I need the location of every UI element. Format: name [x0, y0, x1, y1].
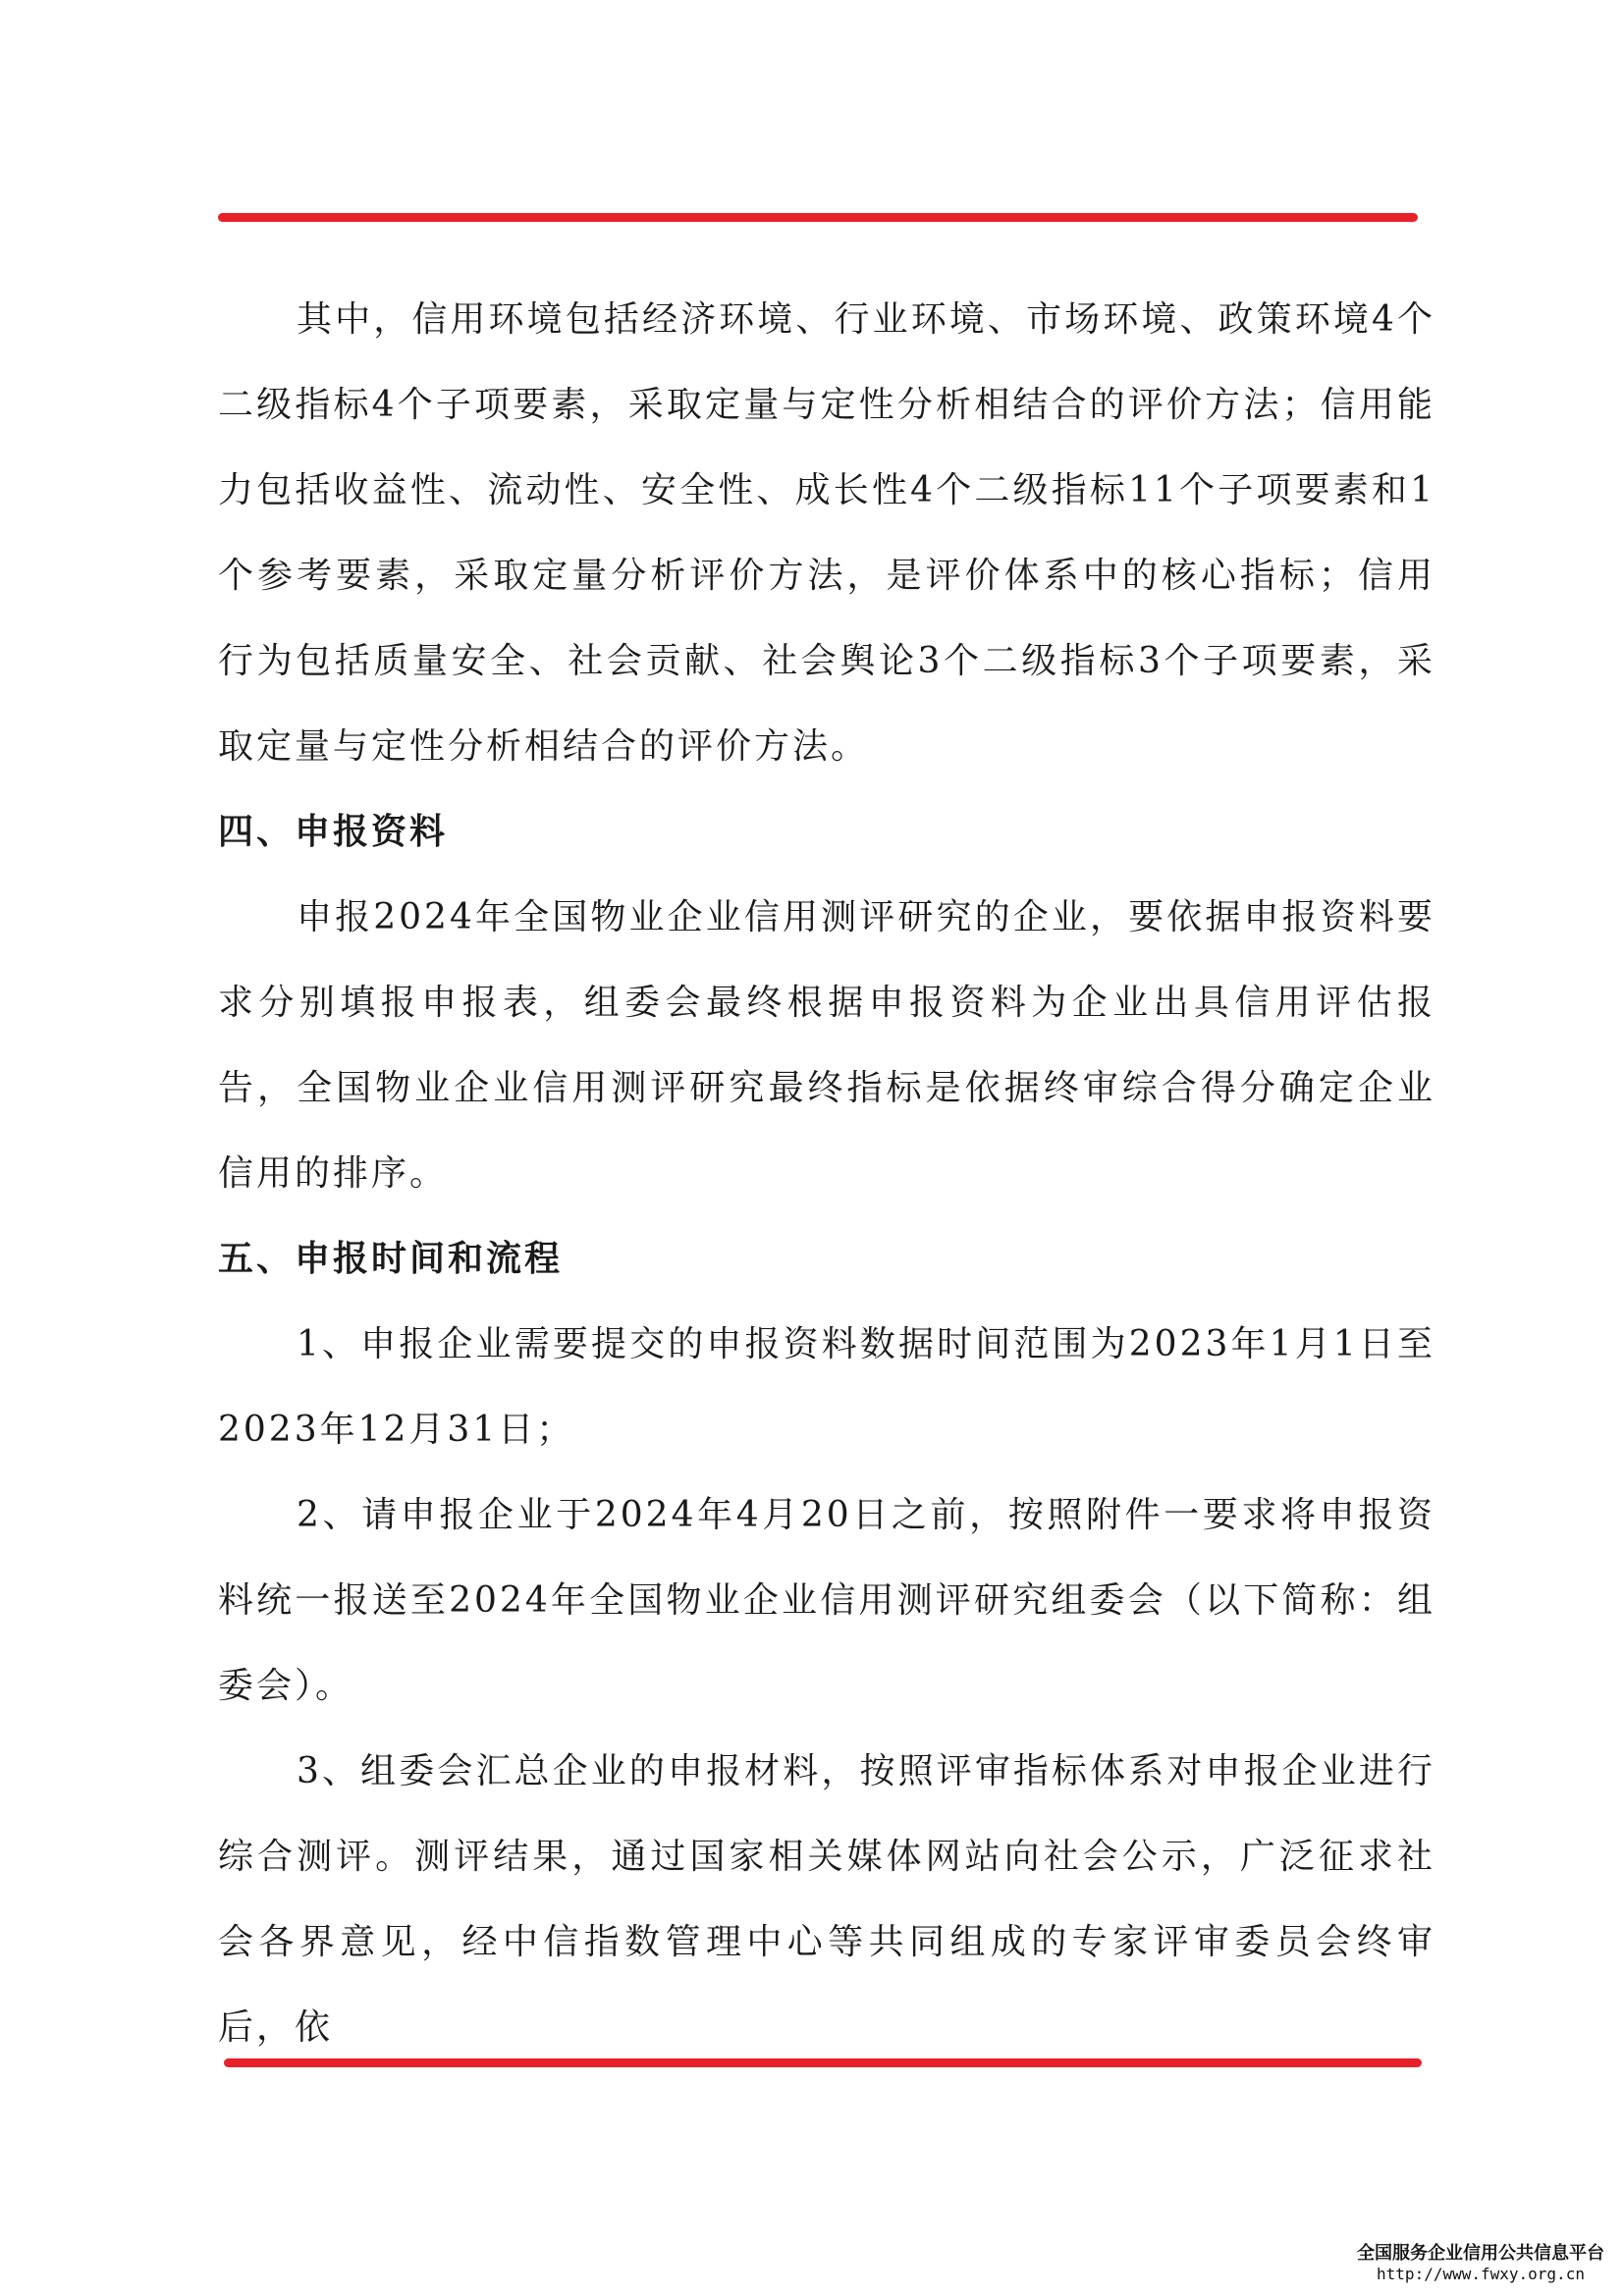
section-heading-application-materials: 四、申报资料: [218, 812, 449, 852]
paragraph-credit-environment: 其中，信用环境包括经济环境、行业环境、市场环境、政策环境4个二级指标4个子项要素，采取定量与定性分析相结合的评价方法；信用能力包括收益性、流动性、安全性、成长性4个二级指标11个子项要素和1个参考要素，采取定量分析评价方法，是评价体系中的核心指标；信用行为包括质量安全、社会贡献、社会舆论3个二级指标3个子项要素，采取定量与定性分析相结合的评价方法。: [218, 299, 1435, 767]
paragraph-step-3: 3、组委会汇总企业的申报材料，按照评审指标体系对申报企业进行综合测评。测评结果，通过国家相关媒体网站向社会公示，广泛征求社会各界意见，经中信指数管理中心等共同组成的专家评审委员会终审后，依: [218, 1751, 1435, 2048]
section-heading-time-and-process: 五、申报时间和流程: [218, 1239, 564, 1279]
header-divider: [218, 213, 1418, 222]
paragraph-application-materials: 申报2024年全国物业企业信用测评研究的企业，要依据申报资料要求分别填报申报表，组委会最终根据申报资料为企业出具信用评估报告，全国物业企业信用测评研究最终指标是依据终审综合得分确定企业信用的排序。: [218, 897, 1435, 1194]
paragraph-step-2: 2、请申报企业于2024年4月20日之前，按照附件一要求将申报资料统一报送至2024年全国物业企业信用测评研究组委会（以下简称：组委会）。: [218, 1495, 1435, 1706]
platform-watermark: [1357, 2243, 1604, 2283]
paragraph-step-1: 1、申报企业需要提交的申报资料数据时间范围为2023年1月1日至2023年12月31日；: [218, 1324, 1435, 1450]
watermark-url: http://www.fwxy.org.cn: [1377, 2264, 1585, 2283]
footer-divider: [224, 2058, 1422, 2067]
watermark-title: 全国服务企业信用公共信息平台: [1357, 2243, 1604, 2264]
document-body: [218, 277, 1435, 2070]
